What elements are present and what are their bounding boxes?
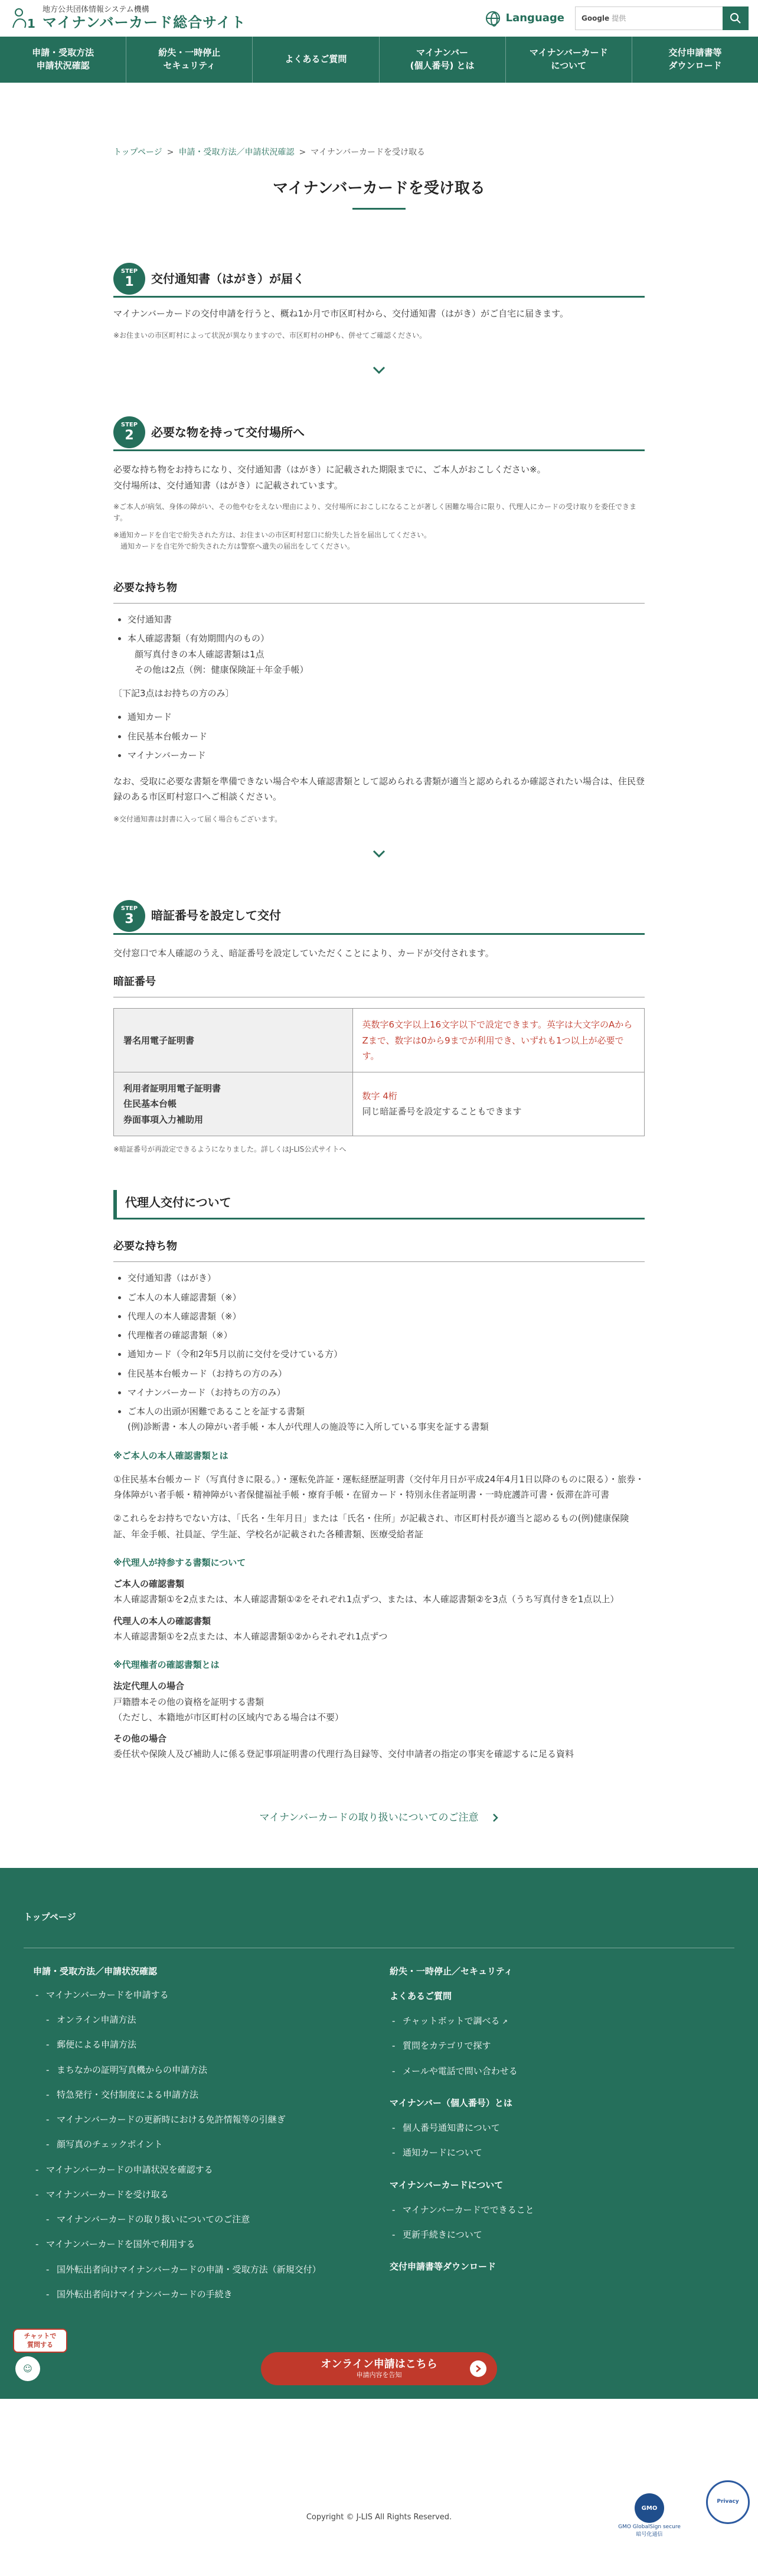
- id-docs-1: ①住民基本台帳カード（写真付きに限る。）・運転免許証・運転経歴証明書（交付年月日が平成24年4月1日以降のものに限る）・旅券・身体障がい者手帳・精神障がい者保健福祉手帳・療育手帳・在留カード・特別永住者証明書・一時庇護許可書・仮滞在許可書: [113, 1473, 645, 1500]
- search-button[interactable]: [723, 6, 749, 30]
- step-1: [113, 263, 645, 375]
- pin-row-2-value-2: 同じ暗証番号を設定することもできます: [362, 1106, 522, 1117]
- footer-security-link[interactable]: 紛失・一時停止／セキュリティ: [390, 1965, 513, 1977]
- proxy-docs-heading: ※代理人が持参する書類について: [113, 1557, 246, 1568]
- footer-apply-link[interactable]: - マイナンバーカードを受け取る: [33, 2187, 378, 2202]
- step-2: [113, 416, 645, 858]
- breadcrumb: [113, 83, 645, 160]
- id-docs-heading: ※ご本人の本人確認書類とは: [113, 1450, 228, 1461]
- globalsign-icon: GMO: [635, 2493, 664, 2523]
- chevron-down-icon: [113, 366, 645, 375]
- footer-card-heading[interactable]: マイナンバーカードについて: [390, 2179, 504, 2190]
- breadcrumb-top[interactable]: トップページ: [113, 148, 162, 157]
- nav-download-line1: 交付申請書等: [668, 47, 722, 58]
- step-2-note-2b: 通知カードを自宅外で紛失された方は警察へ遺失の届出をしてください。: [120, 542, 355, 551]
- list-item-sub: その他は2点（例：健康保険証＋年金手帳）: [135, 664, 309, 675]
- seal-gmo-sub: 暗号化通信: [636, 2532, 663, 2538]
- footer-faq-link[interactable]: - メールや電話で問い合わせる: [390, 2063, 734, 2079]
- search-input[interactable]: [575, 6, 723, 30]
- list-item: マイナンバーカード: [113, 748, 645, 763]
- list-item: ご本人の出頭が困難であることを証する書類: [113, 1404, 645, 1419]
- proxy-items: [113, 1270, 645, 1419]
- footer-faq-link-label: チャットボットで調べる: [403, 2016, 500, 2026]
- agent-docs-text: 本人確認書類①を2点または、本人確認書類①②からそれぞれ1点ずつ: [113, 1631, 388, 1642]
- step-2-if-have: 〔下記3点はお持ちの方のみ〕: [113, 688, 234, 699]
- step-label: STEP: [120, 268, 138, 275]
- step-2-items-2: [113, 709, 645, 763]
- search-brand: Google: [581, 14, 610, 22]
- footer-apply-link[interactable]: - まちなかの証明写真機からの申請方法: [33, 2062, 378, 2078]
- list-item: 通知カード（令和2年5月以前に交付を受けている方）: [113, 1346, 645, 1362]
- external-link-icon: ↗: [502, 2018, 508, 2026]
- footer-apply-link[interactable]: - 特急発行・交付制度による申請方法: [33, 2087, 378, 2102]
- footer-apply-link[interactable]: - マイナンバーカードを申請する: [33, 1987, 378, 2003]
- step-3-title: 暗証番号を設定して交付: [151, 908, 281, 922]
- footer-apply-link[interactable]: - 国外転出者向けマイナンバーカードの申請・受取方法（新規交付）: [33, 2262, 378, 2277]
- step-1-note: ※お住まいの市区町村によって状況が異なりますので、市区町村のHPも、併せてご確認ください。: [113, 331, 427, 340]
- step-2-badge: [113, 416, 145, 448]
- seal-privacy-label: Privacy: [717, 2499, 739, 2505]
- online-apply-sublabel: 申請内容を告知: [356, 2370, 402, 2379]
- language-label: Language: [505, 12, 564, 25]
- nav-security[interactable]: [126, 37, 252, 83]
- footer-download-link[interactable]: 交付申請書等ダウンロード: [390, 2261, 496, 2272]
- list-item: 住民基本台帳カード（お持ちの方のみ）: [113, 1366, 645, 1381]
- step-2-text-1: 必要な持ち物をお持ちになり、交付通知書（はがき）に記載された期限までに、ご本人がおこしください※。: [113, 464, 546, 475]
- nav-card-line1: マイナンバーカード: [529, 47, 608, 58]
- pin-row-2-label: [114, 1072, 353, 1136]
- list-item: 代理権者の確認書類（※）: [113, 1328, 645, 1343]
- nav-mynumber-line1: マイナンバー: [416, 47, 469, 58]
- list-item: 本人確認書類（有効期間内のもの）: [113, 631, 645, 646]
- site-search: [575, 6, 749, 30]
- list-item: 交付通知書: [113, 612, 645, 627]
- notice-link-label: マイナンバーカードの取り扱いについてのご注意: [259, 1811, 479, 1824]
- proxy-items-heading: 必要な持ち物: [113, 1237, 645, 1263]
- search-icon: [730, 12, 741, 24]
- footer-apply-link[interactable]: - マイナンバーカードの申請状況を確認する: [33, 2162, 378, 2177]
- logo-mark-icon: [9, 4, 38, 32]
- site-logo[interactable]: [9, 4, 246, 32]
- list-item: ご本人の本人確認書類（※）: [113, 1290, 645, 1305]
- chat-bubble: [13, 2329, 67, 2353]
- online-apply-label: オンライン申請はこちら: [321, 2358, 437, 2371]
- copyright: Copyright © J-LIS All Rights Reserved.: [306, 2513, 452, 2522]
- step-2-text-3: なお、受取に必要な書類を準備できない場合や本人確認書類として認められる書類が適当と認められるか確認されたい場合は、住民登録のある市区町村窓口へご相談ください。: [113, 776, 645, 803]
- site-footer: [0, 1868, 758, 2399]
- step-number: 1: [125, 275, 134, 289]
- list-item-sub: (例)診断書・本人の障がい者手帳・本人が代理人の施設等に入所している事実を証する書類: [128, 1421, 489, 1433]
- org-name: 地方公共団体情報システム機構: [43, 5, 149, 14]
- chat-label-1: チャットで: [24, 2332, 57, 2340]
- footer-card-link[interactable]: - 更新手続きについて: [390, 2227, 734, 2242]
- nav-mynumber[interactable]: [379, 37, 505, 83]
- legal-text-2: （ただし、本籍地が市区町村の区域内である場合は不要）: [113, 1711, 344, 1723]
- footer-apply-link[interactable]: - オンライン申請方法: [33, 2012, 378, 2027]
- step-1-text: マイナンバーカードの交付申請を行うと、概ね1か月で市区町村から、交付通知書（はがき）がご自宅に届きます。: [113, 308, 568, 319]
- main-content: [113, 83, 645, 1827]
- step-number: 3: [125, 911, 134, 927]
- breadcrumb-sep: >: [299, 148, 306, 157]
- list-item: 通知カード: [113, 709, 645, 725]
- step-2-text-2: 交付場所は、交付通知書（はがき）に記載されています。: [113, 480, 343, 491]
- chat-button[interactable]: [13, 2329, 67, 2381]
- footer-apply-link[interactable]: - 国外転出者向けマイナンバーカードの手続き: [33, 2287, 378, 2302]
- pin-table: [113, 1008, 645, 1136]
- footer-mynumber-heading[interactable]: マイナンバー（個人番号）とは: [390, 2097, 512, 2108]
- seal-gmo-label: GMO GlobalSign secure: [618, 2524, 681, 2531]
- chat-label-2: 質問する: [27, 2340, 53, 2349]
- pin-row-1-value: 英数字6文字以上16文字以下で設定できます。英字は大文字のAからZまで、数字は0から9までが利用でき、いずれも1つ以上が必要です。: [352, 1009, 644, 1072]
- nav-faq[interactable]: [252, 37, 378, 83]
- footer-card-link[interactable]: - マイナンバーカードでできること: [390, 2202, 734, 2218]
- table-row: [114, 1072, 645, 1136]
- step-1-badge: [113, 263, 145, 295]
- chatbot-avatar-icon: ☺: [15, 2356, 40, 2381]
- step-label: STEP: [120, 422, 138, 429]
- step-2-items: [113, 612, 645, 647]
- breadcrumb-current: マイナンバーカードを受け取る: [311, 148, 425, 157]
- pin-row-2-value: [352, 1072, 644, 1136]
- nav-faq-line1: よくあるご質問: [285, 54, 347, 65]
- title-underline: [352, 208, 406, 210]
- legal-heading: 法定代理人の場合: [113, 1681, 185, 1692]
- nav-card-line2: について: [551, 60, 587, 71]
- pin-note-link[interactable]: ※暗証番号が再設定できるようになりました。詳しくはJ-LIS公式サイトへ: [113, 1144, 347, 1153]
- footer-faq-link[interactable]: - 質問をカテゴリで探す: [390, 2038, 734, 2053]
- footer-apply-link[interactable]: - マイナンバーカードの更新時における免許情報等の引継ぎ: [33, 2112, 378, 2127]
- nav-download[interactable]: [632, 37, 758, 83]
- legal-text-1: 戸籍謄本その他の資格を証明する書類: [113, 1696, 264, 1707]
- site-title: マイナンバーカード総合サイト: [43, 14, 246, 31]
- nav-security-line1: 紛失・一時停止: [158, 47, 221, 58]
- pin-heading: 暗証番号: [113, 973, 645, 998]
- pin-row-1-label: 署名用電子証明書: [114, 1009, 353, 1072]
- pin-row-2-value-1: 数字 4桁: [362, 1091, 397, 1102]
- list-item: 住民基本台帳カード: [113, 729, 645, 744]
- nav-apply-line1: 申請・受取方法: [32, 47, 94, 58]
- nav-apply-line2: 申請状況確認: [36, 60, 90, 71]
- footer-faq-link[interactable]: [390, 2013, 734, 2029]
- step-2-title: 必要な物を持って交付場所へ: [151, 425, 305, 439]
- global-nav: [0, 37, 758, 83]
- nav-download-line2: ダウンロード: [668, 60, 722, 71]
- search-placeholder: 提供: [612, 14, 626, 22]
- chevron-down-icon: [113, 849, 645, 859]
- online-apply-button[interactable]: [261, 2352, 497, 2385]
- page-bottom: [0, 2399, 758, 2576]
- step-2-note-3: ※交付通知書は封書に入って届く場合もございます。: [113, 814, 282, 823]
- breadcrumb-sep: >: [166, 148, 174, 157]
- footer-apply-link[interactable]: - 郵便による申請方法: [33, 2037, 378, 2052]
- step-number: 2: [125, 428, 134, 444]
- auth-docs-heading: ※代理権者の確認書類とは: [113, 1659, 220, 1670]
- id-docs-2: ②これらをお持ちでない方は、「氏名・生年月日」または「氏名・住所」が記載され、市区町村長が適当と認めるもの(例)健康保険証、年金手帳、社員証、学生証、学校名が記載された各種書類、医療受給者証: [113, 1513, 629, 1540]
- page-title: マイナンバーカードを受け取る: [273, 179, 485, 197]
- nav-card[interactable]: [505, 37, 632, 83]
- footer-faq-heading[interactable]: よくあるご質問: [390, 1990, 452, 2001]
- proxy-heading: 代理人交付について: [113, 1190, 645, 1219]
- footer-apply-link[interactable]: - マイナンバーカードの取り扱いについてのご注意: [33, 2212, 378, 2227]
- footer-mynumber-link[interactable]: - 個人番号通知書について: [390, 2120, 734, 2135]
- agent-docs-heading: 代理人の本人の確認書類: [113, 1615, 211, 1626]
- breadcrumb-parent[interactable]: 申請・受取方法／申請状況確認: [178, 148, 295, 157]
- self-docs-heading: ご本人の確認書類: [113, 1579, 185, 1589]
- footer-apply-heading[interactable]: 申請・受取方法／申請状況確認: [33, 1965, 158, 1977]
- language-button[interactable]: [486, 9, 564, 28]
- footer-col-left: [24, 1961, 378, 2312]
- footer-top-link[interactable]: トップページ: [24, 1912, 76, 1923]
- list-item: 交付通知書（はがき）: [113, 1270, 645, 1286]
- globe-icon: [486, 11, 500, 25]
- footer-apply-link[interactable]: - 顔写真のチェックポイント: [33, 2137, 378, 2152]
- other-text: 委任状や保険人及び補助人に係る登記事項証明書の代理行為目録等、交付申請者の指定の事実を確認するに足る資料: [113, 1749, 574, 1760]
- pin-row-2-label-1: 利用者証明用電子証明書: [123, 1083, 221, 1094]
- other-heading: その他の場合: [113, 1733, 167, 1744]
- step-3-text: 交付窓口で本人確認のうえ、暗証番号を設定していただくことにより、カードが交付されます。: [113, 947, 494, 958]
- step-3: [113, 900, 645, 1156]
- list-item-sub: 顔写真付きの本人確認書類は1点: [135, 648, 264, 660]
- svg-text:1: 1: [27, 17, 35, 31]
- privacy-mark-seal[interactable]: [706, 2480, 750, 2524]
- site-header: [0, 0, 758, 37]
- step-2-note-1: ※ご本人が病気、身体の障がい、その他やむをえない理由により、交付場所におこしになることが著しく困難な場合に限り、代理人にカードの受け取りを委任できます。: [113, 502, 637, 522]
- gmo-globalsign-seal[interactable]: [614, 2493, 685, 2538]
- nav-mynumber-line2: (個人番号) とは: [410, 60, 475, 71]
- list-item: マイナンバーカード（お持ちの方のみ）: [113, 1385, 645, 1400]
- table-row: [114, 1009, 645, 1072]
- step-2-items-heading: 必要な持ち物: [113, 579, 645, 604]
- footer-apply-link[interactable]: - マイナンバーカードを国外で利用する: [33, 2236, 378, 2252]
- pin-row-2-label-3: 券面事項入力補助用: [123, 1114, 204, 1125]
- self-docs-text: 本人確認書類①を2点または、本人確認書類①②をそれぞれ1点ずつ、または、本人確認書類②を3点（うち写真付きを1点以上）: [113, 1594, 619, 1605]
- nav-apply[interactable]: [0, 37, 126, 83]
- footer-mynumber-link[interactable]: - 通知カードについて: [390, 2145, 734, 2160]
- list-item: 代理人の本人確認書類（※）: [113, 1309, 645, 1324]
- nav-security-line2: セキュリティ: [163, 60, 216, 71]
- footer-col-right: [378, 1961, 734, 2312]
- step-3-badge: [113, 900, 145, 932]
- step-1-title: 交付通知書（はがき）が届く: [151, 271, 305, 286]
- arrow-right-icon: [470, 2360, 486, 2377]
- pin-row-2-label-2: 住民基本台帳: [123, 1098, 177, 1110]
- notice-link[interactable]: [113, 1809, 645, 1827]
- step-label: STEP: [120, 905, 138, 912]
- step-2-note-2a: ※通知カードを自宅で紛失された方は、お住まいの市区町村窓口に紛失した旨を届出してください。: [113, 531, 432, 540]
- chevron-right-icon: [492, 1813, 498, 1822]
- footer-left-links: [33, 1987, 378, 2302]
